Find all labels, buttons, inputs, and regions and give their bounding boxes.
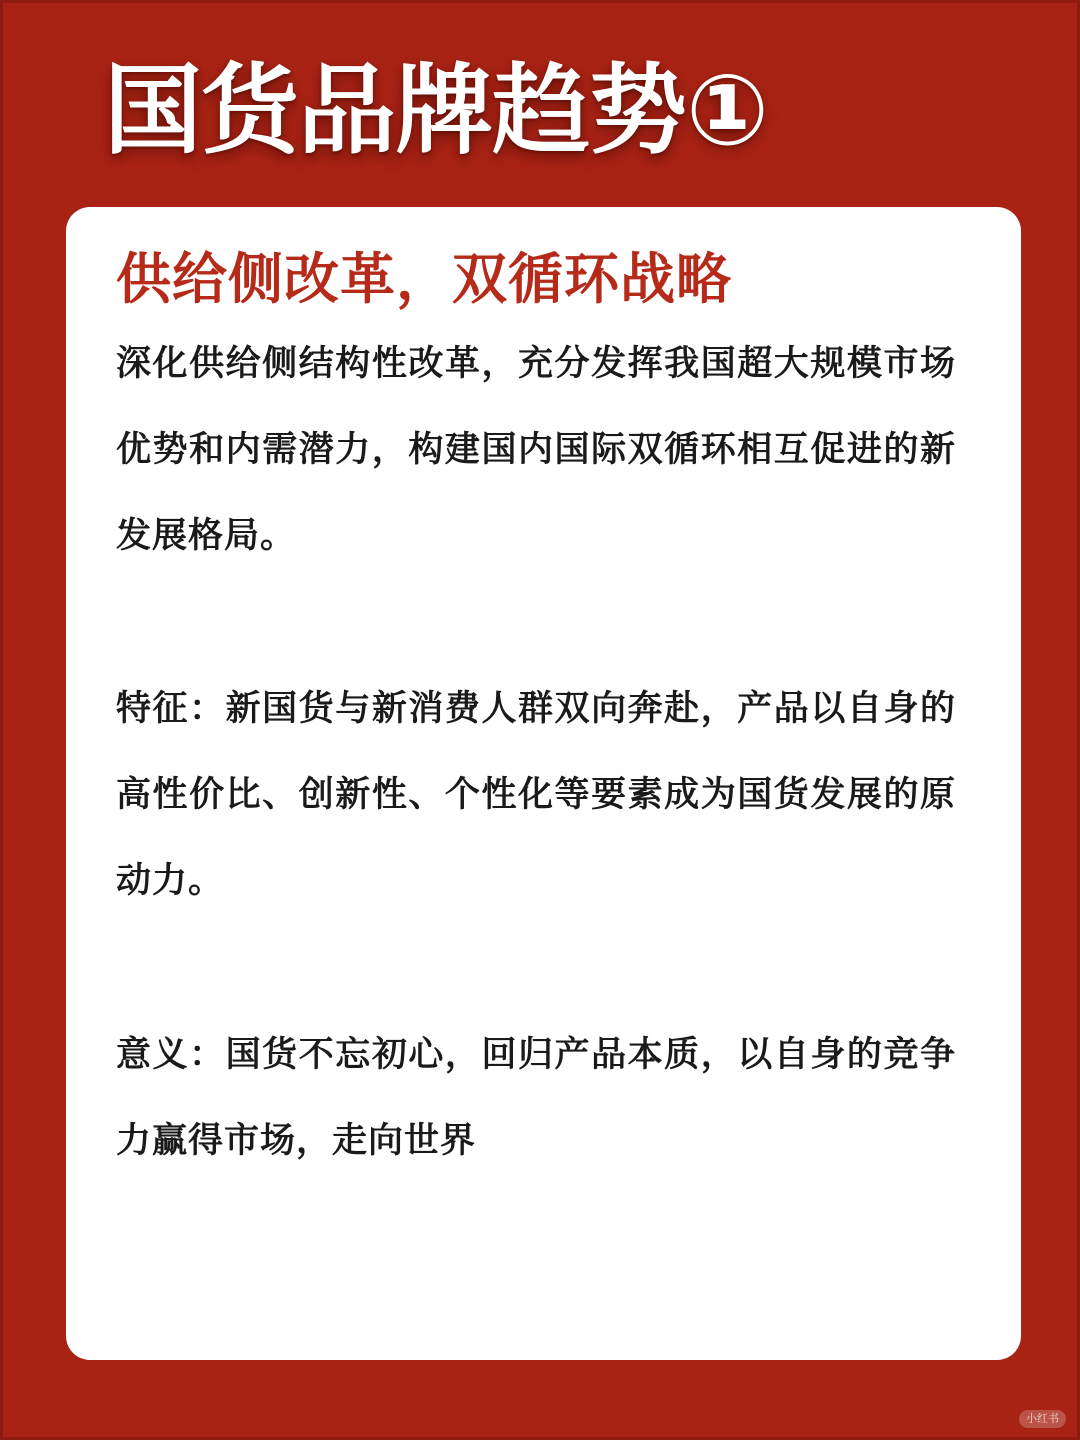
watermark-logo: 小红书 [1019, 1410, 1066, 1428]
paragraph-significance: 意义：国货不忘初心，回归产品本质，以自身的竞争力赢得市场，走向世界 [116, 1035, 956, 1161]
paragraph-intro: 深化供给侧结构性改革，充分发挥我国超大规模市场优势和内需潜力，构建国内国际双循环相互促进的新发展格局。 [116, 344, 956, 556]
page-title: 国货品牌趋势① [104, 54, 768, 168]
content-card [66, 207, 1021, 1360]
section-heading: 供给侧改革，双循环战略 [116, 247, 733, 311]
paragraph-features: 特征：新国货与新消费人群双向奔赴，产品以自身的高性价比、创新性、个性化等要素成为国货发展的原动力。 [116, 689, 956, 901]
